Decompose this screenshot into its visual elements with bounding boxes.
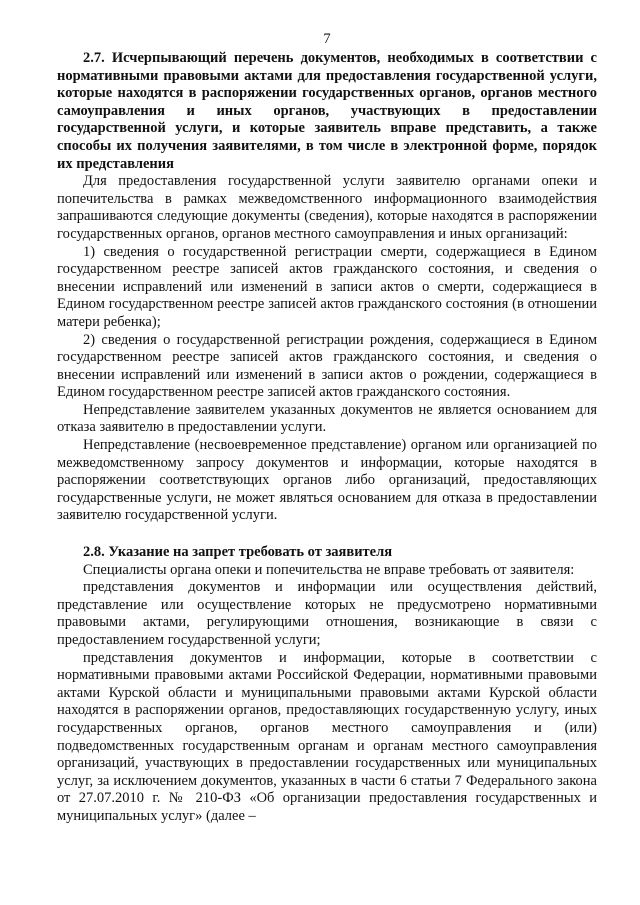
section-2-7-heading: 2.7. Исчерпывающий перечень документов, необходимых в соответствии с нормативными правовыми актами для предоставления государственной услуги, которые находятся в распоряжении государственных органов, органов местного самоуправления и иных органов, участвующих в предоставлении государственной услуги, и которые заявитель вправе представить, а также способы их получения заявителями, в том числе в электронной форме, порядок их представления [57, 50, 597, 172]
section-2-8-paragraph-3: представления документов и информации, которые в соответствии с нормативными правовыми актами Российской Федерации, нормативными правовыми актами Курской области и муниципальными правовыми актами Курской области находятся в распоряжении органов, предоставляющих государственную услугу, иных государственных органов, органов местного самоуправления и (или) подведомственных государственным органам и органам местного самоуправления организаций, участвующих в предоставлении государственных или муниципальных услуг, за исключением документов, указанных в части 6 статьи 7 Федерального закона от 27.07.2010 г. № 210-ФЗ «Об организации предоставления государственных и муниципальных услуг» (далее – [57, 649, 597, 824]
section-2-8-heading: 2.8. Указание на запрет требовать от заявителя [83, 544, 393, 561]
section-2-7-paragraph-2: 1) сведения о государственной регистрации смерти, содержащиеся в Едином государственном реестре записей актов гражданского состояния, и сведения о внесении исправлений или изменений в записи актов о смерти, содержащиеся в Едином государственном реестре записей актов гражданского состояния (в отношении матери ребенка); [57, 243, 597, 330]
section-2-7 [57, 50, 597, 525]
page-number: 7 [323, 31, 331, 47]
section-2-7-paragraph-3: 2) сведения о государственной регистрации рождения, содержащиеся в Едином государственном реестре записей актов гражданского состояния, и сведения о внесении исправлений или изменений в записи актов о рождении, содержащиеся в Едином государственном реестре записей актов гражданского состояния. [57, 331, 597, 401]
document-page [57, 30, 597, 826]
section-2-7-paragraph-4: Непредставление заявителем указанных документов не является основанием для отказа заявителю в предоставлении услуги. [57, 401, 597, 436]
section-2-7-paragraph-1: Для предоставления государственной услуги заявителю органами опеки и попечительства в рамках межведомственного информационного взаимодействия запрашиваются следующие документы (сведения), которые находятся в распоряжении государственных органов, органов местного самоуправления и иных организаций: [57, 173, 597, 242]
section-2-8-paragraph-1: Специалисты органа опеки и попечительства не вправе требовать от заявителя: [83, 561, 575, 578]
section-spacer [57, 525, 597, 544]
section-2-8-paragraph-2: представления документов и информации или осуществления действий, представление или осуществление которых не предусмотрено нормативными правовыми актами, регулирующими отношения, возникающие в связи с предоставлением государственной услуги; [57, 579, 597, 648]
section-2-8 [57, 544, 597, 826]
section-2-7-paragraph-5: Непредставление (несвоевременное представление) органом или организацией по межведомственному запросу документов и информации, которые находятся в распоряжении соответствующих органов либо организаций, предоставляющих государственные услуги, не может являться основанием для отказа в предоставлении заявителю государственной услуги. [57, 437, 597, 524]
